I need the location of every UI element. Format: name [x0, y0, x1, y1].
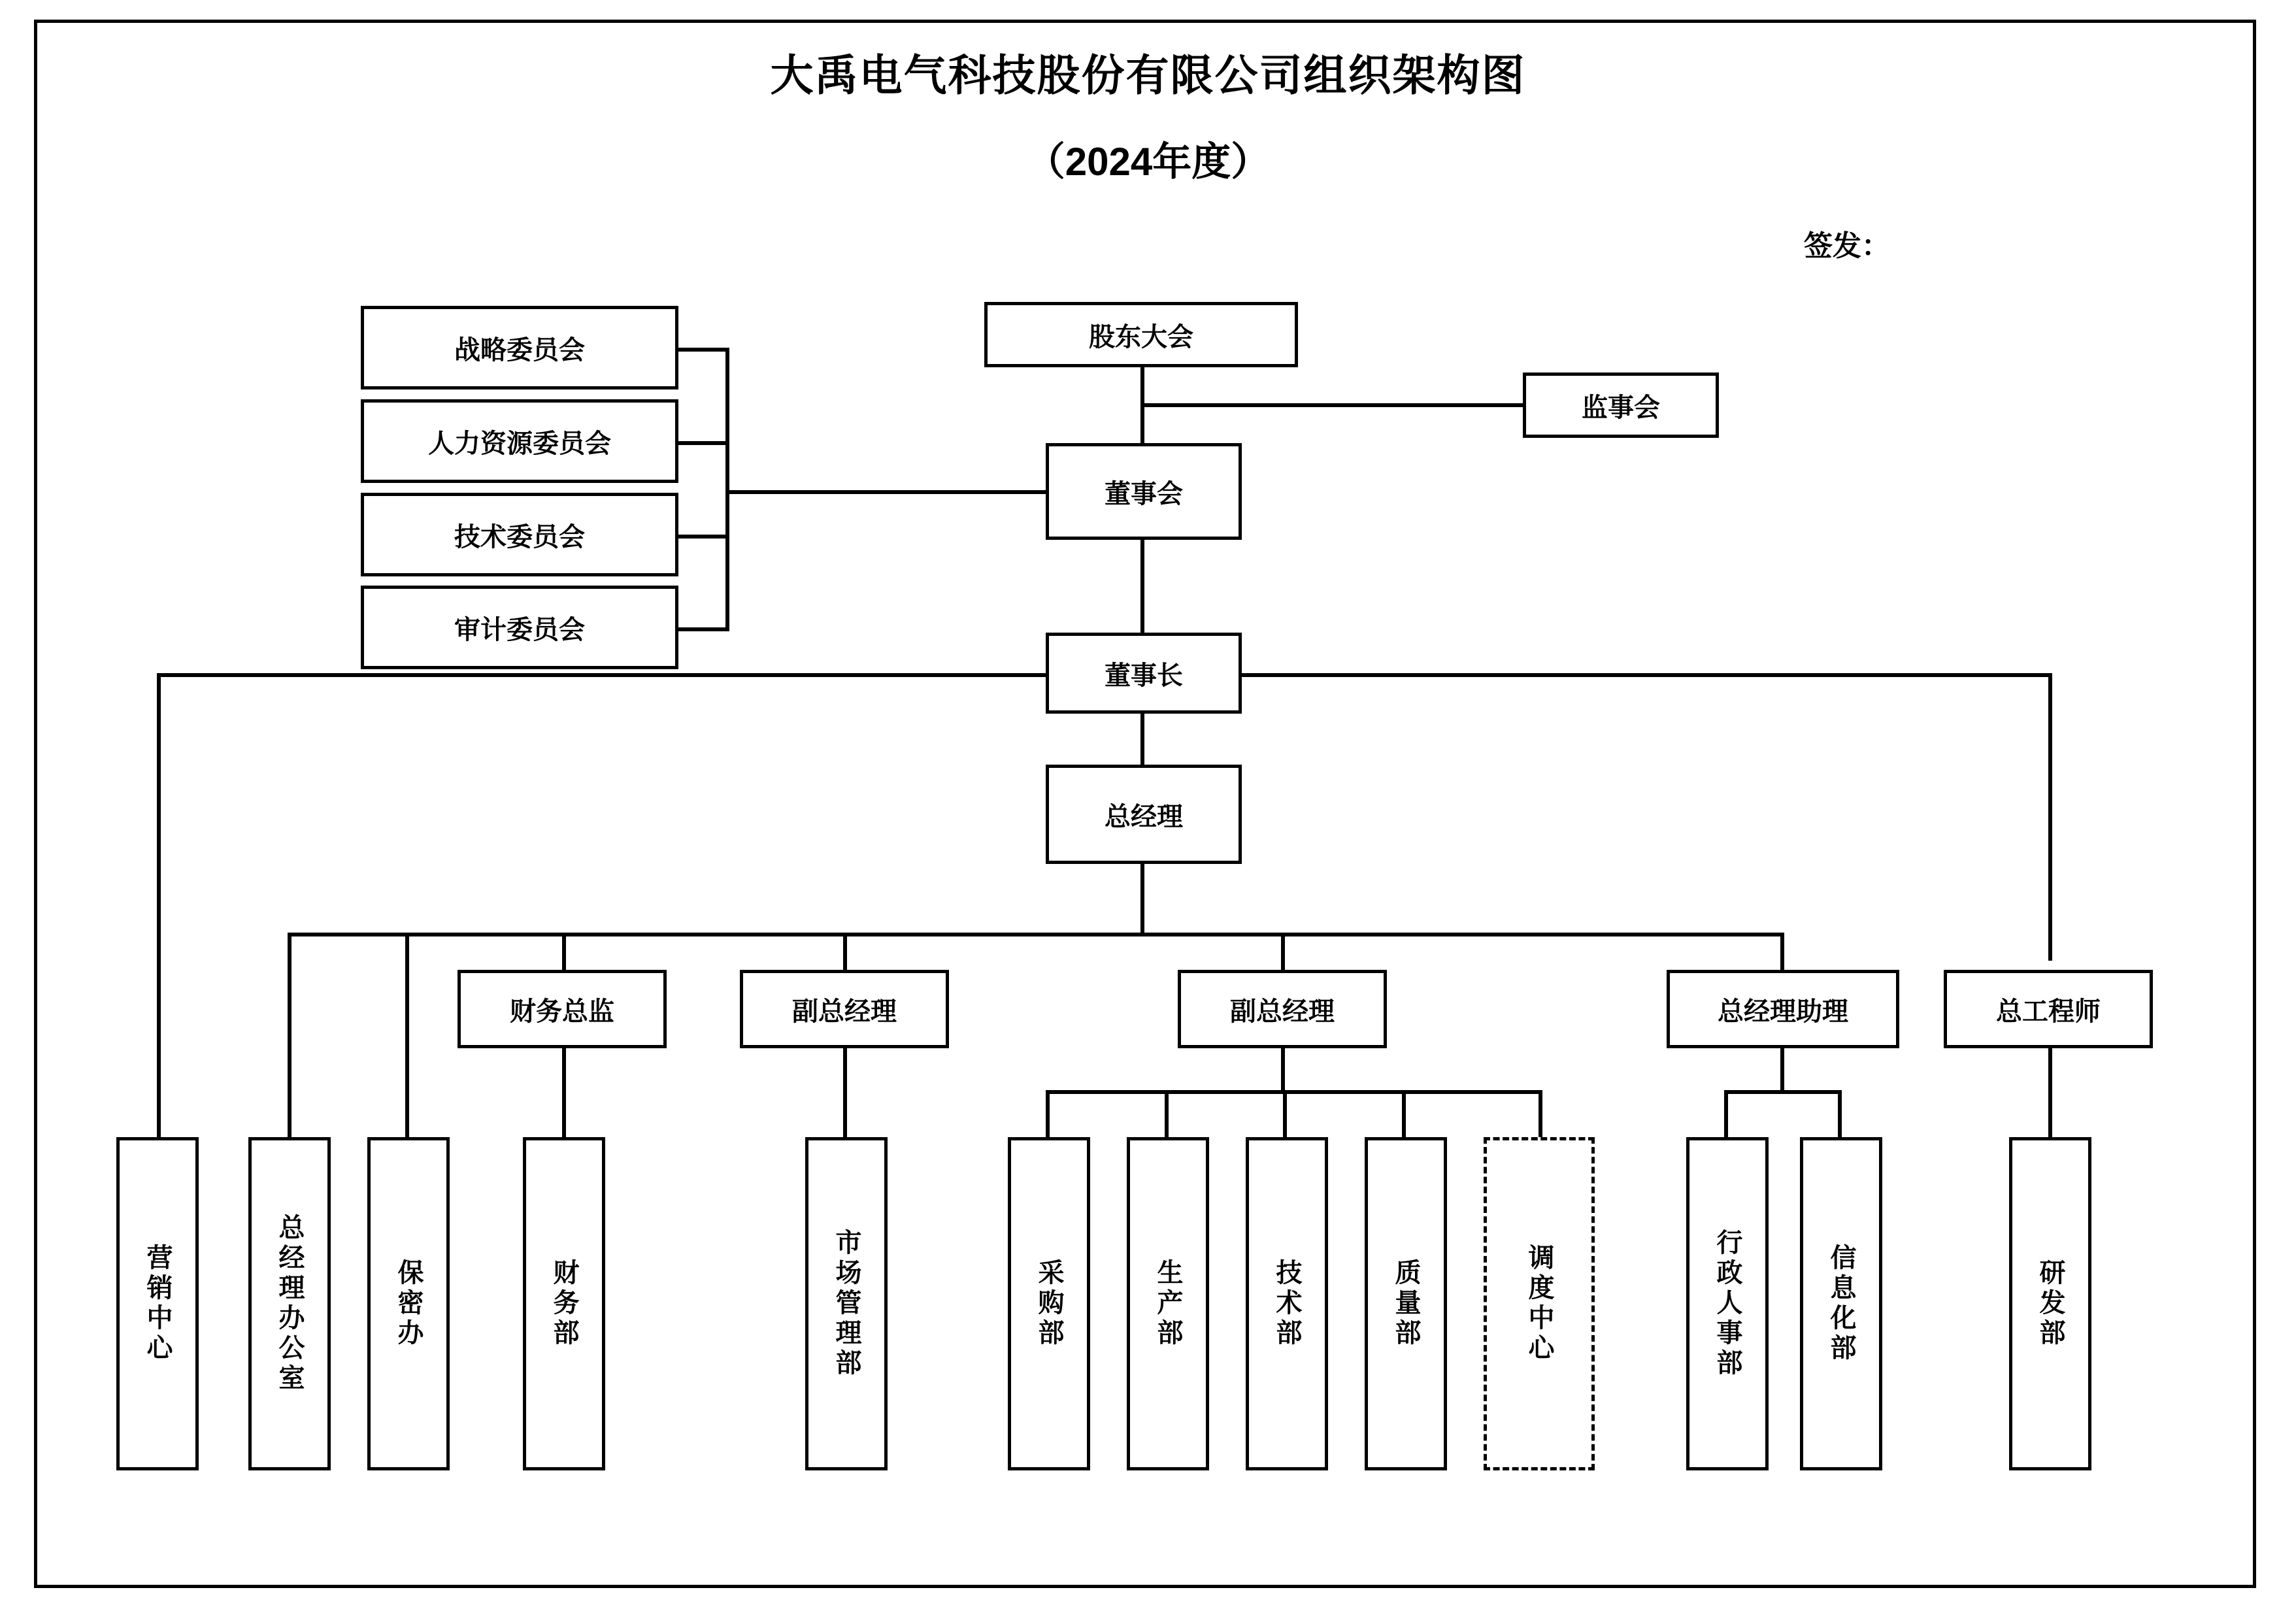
node-label: 审计委员会 — [454, 615, 585, 644]
node-label: 总工程师 — [1996, 997, 2101, 1026]
node-label: 战略委员会 — [454, 335, 585, 365]
leaf-label: 信息化部 — [1827, 1244, 1855, 1364]
page-title: 大禹电气科技股份有限公司组织架构图 — [770, 51, 1526, 99]
connector-gmassistant-to-info — [1838, 1090, 1842, 1137]
node-cfo[interactable] — [458, 970, 667, 1048]
connector-gm-to-cfo — [562, 933, 566, 970]
connector-deputy2-down — [1281, 1046, 1285, 1093]
node-label: 总经理 — [1105, 802, 1183, 831]
connector-gm-to-gmassistant — [1780, 933, 1784, 970]
node-label: 监事会 — [1582, 393, 1660, 422]
connector-supervisory-h — [1140, 403, 1526, 407]
page-subtitle: （2024年度） — [1025, 140, 1271, 184]
node-label: 董事会 — [1105, 479, 1183, 508]
connector-board-to-chairman — [1140, 539, 1144, 644]
leaf-label: 质量部 — [1391, 1259, 1420, 1349]
connector-deputy2-to-technology — [1283, 1090, 1287, 1137]
connector-committee-tech — [678, 535, 729, 539]
leaf-rd-dept[interactable] — [2009, 1137, 2091, 1470]
node-label: 副总经理 — [1230, 997, 1335, 1026]
leaf-label: 研发部 — [2036, 1259, 2065, 1349]
leaf-marketing-center[interactable] — [116, 1137, 199, 1470]
connector-gm-to-deputy2 — [1281, 933, 1285, 970]
connector-gm-down — [1140, 863, 1144, 935]
node-shareholders-meeting[interactable] — [984, 302, 1298, 367]
node-label: 技术委员会 — [454, 522, 585, 552]
leaf-gm-office[interactable] — [248, 1137, 331, 1470]
connector-committee-strategy — [678, 348, 729, 352]
leaf-label: 生产部 — [1154, 1259, 1182, 1349]
connector-committee-hr — [678, 441, 729, 445]
node-label: 董事长 — [1105, 661, 1183, 690]
node-label: 副总经理 — [792, 997, 897, 1026]
leaf-quality-dept[interactable] — [1365, 1137, 1447, 1470]
connector-deputy2-to-purchasing — [1046, 1090, 1050, 1137]
connector-cfo-to-finance — [562, 1046, 566, 1137]
leaf-label: 技术部 — [1273, 1259, 1301, 1349]
signoff-label: 签发： — [1804, 230, 1890, 262]
connector-gm-to-gmoffice — [288, 933, 291, 1137]
node-hr-committee[interactable] — [361, 399, 678, 483]
connector-committee-audit — [678, 627, 729, 631]
node-board-of-directors[interactable] — [1046, 443, 1242, 540]
leaf-label: 总经理办公室 — [275, 1214, 304, 1394]
leaf-label: 营销中心 — [143, 1244, 172, 1364]
leaf-production-dept[interactable] — [1127, 1137, 1209, 1470]
node-chairman[interactable] — [1046, 633, 1242, 714]
leaf-informatization-dept[interactable] — [1800, 1137, 1882, 1470]
node-label: 总经理助理 — [1718, 997, 1848, 1026]
connector-chairman-to-gm — [1140, 712, 1144, 765]
node-label: 股东大会 — [1089, 322, 1193, 352]
connector-committee-to-board — [725, 490, 1046, 494]
leaf-dispatch-center[interactable] — [1484, 1137, 1595, 1470]
connector-gm-to-confidential — [405, 933, 409, 1137]
leaf-purchasing-dept[interactable] — [1008, 1137, 1090, 1470]
leaf-label: 采购部 — [1035, 1259, 1063, 1349]
connector-gm-to-deputy1 — [843, 933, 847, 970]
node-deputy-gm-1[interactable] — [740, 970, 949, 1048]
node-audit-committee[interactable] — [361, 586, 678, 669]
connector-deputy2-to-production — [1165, 1090, 1169, 1137]
node-general-manager[interactable] — [1046, 765, 1242, 864]
leaf-label: 市场管理部 — [832, 1229, 861, 1379]
connector-deputy2-bus — [1046, 1090, 1542, 1094]
leaf-admin-hr-dept[interactable] — [1686, 1137, 1769, 1470]
connector-gmassistant-down — [1780, 1046, 1784, 1093]
leaf-label: 行政人事部 — [1713, 1229, 1742, 1379]
leaf-confidential-office[interactable] — [367, 1137, 450, 1470]
leaf-finance-dept[interactable] — [523, 1137, 605, 1470]
connector-gmassistant-to-admin — [1724, 1090, 1728, 1137]
connector-deputy2-to-quality — [1402, 1090, 1406, 1137]
leaf-label: 保密办 — [394, 1259, 423, 1349]
leaf-label: 调度中心 — [1525, 1244, 1554, 1364]
node-supervisory-board[interactable] — [1523, 373, 1719, 438]
connector-chiefengineer-to-rd — [2048, 1046, 2052, 1137]
connector-chairman-left-drop — [157, 673, 161, 1137]
node-tech-committee[interactable] — [361, 493, 678, 576]
node-chief-engineer[interactable] — [1944, 970, 2153, 1048]
node-label: 人力资源委员会 — [428, 429, 611, 458]
connector-deputy2-to-dispatch — [1539, 1090, 1542, 1137]
node-gm-assistant[interactable] — [1667, 970, 1899, 1048]
connector-deputy1-to-market — [843, 1046, 847, 1137]
leaf-technology-dept[interactable] — [1246, 1137, 1328, 1470]
leaf-label: 财务部 — [550, 1259, 578, 1349]
connector-gm-bus — [288, 933, 1784, 936]
connector-gmassistant-bus — [1724, 1090, 1842, 1094]
leaf-market-management-dept[interactable] — [805, 1137, 888, 1470]
connector-chairman-right-drop — [2048, 673, 2052, 961]
node-deputy-gm-2[interactable] — [1178, 970, 1387, 1048]
node-strategy-committee[interactable] — [361, 306, 678, 389]
node-label: 财务总监 — [510, 997, 614, 1026]
